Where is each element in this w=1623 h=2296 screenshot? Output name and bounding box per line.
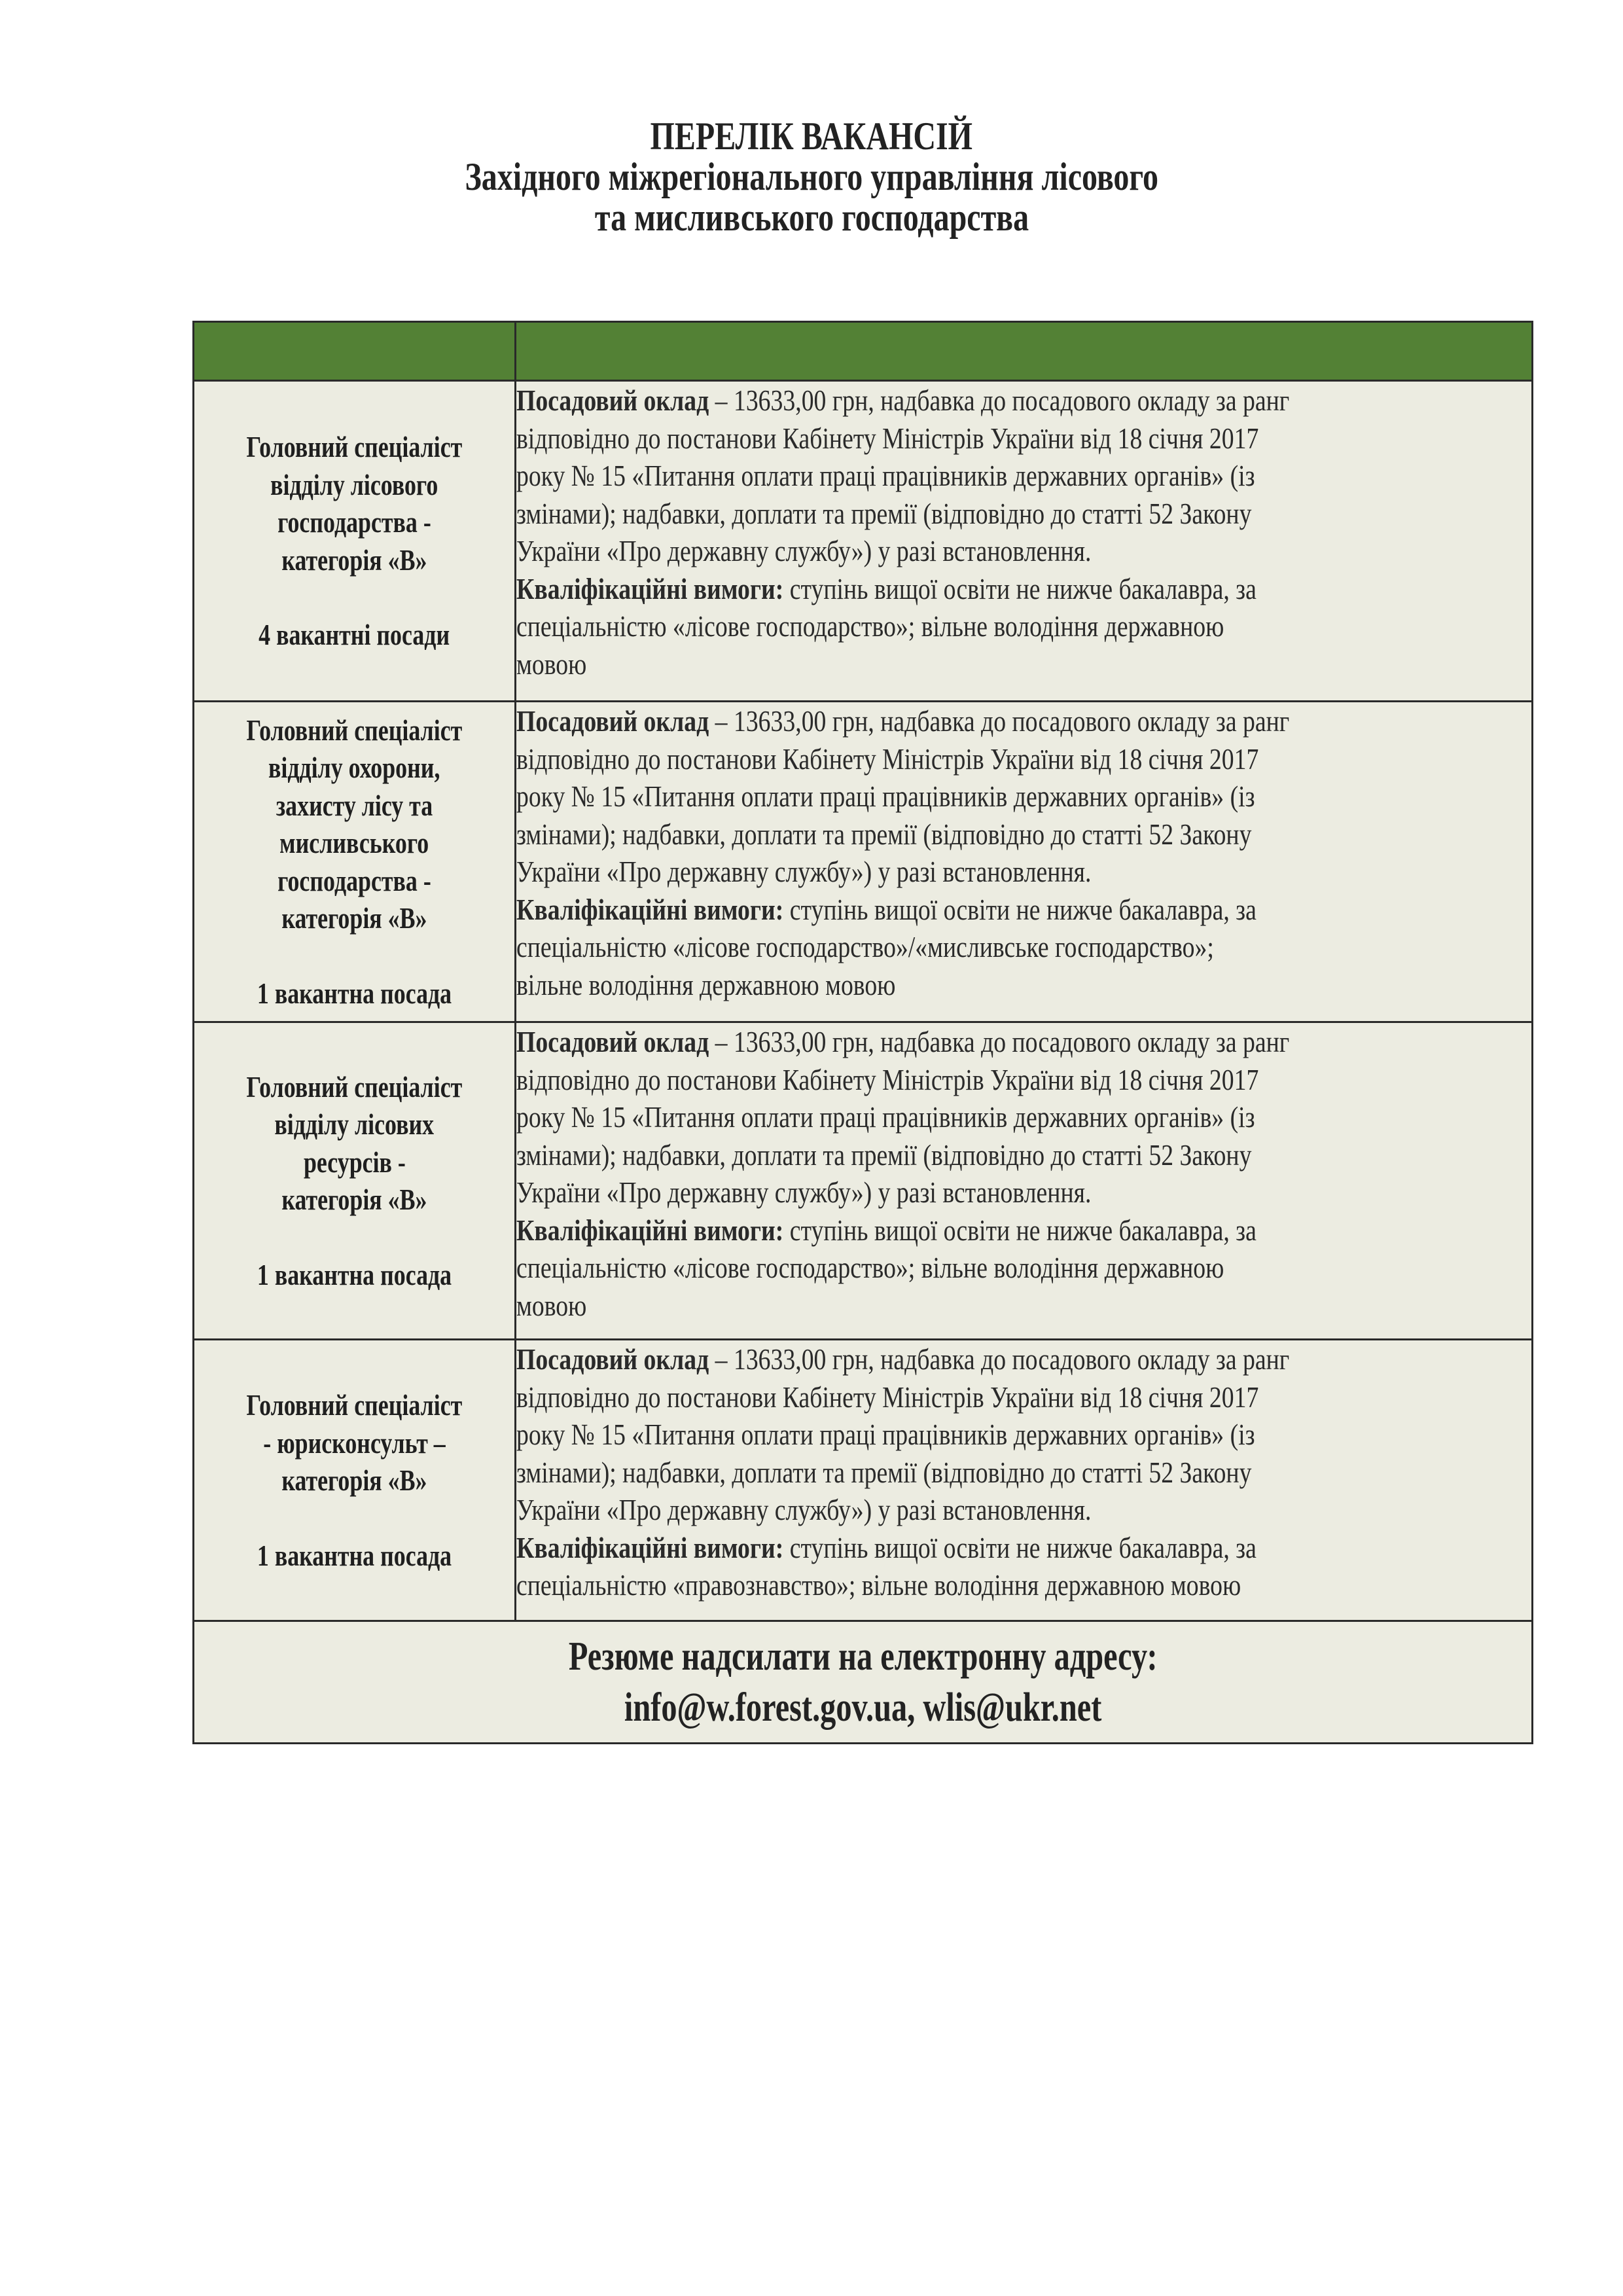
position-title-line — [247, 466, 461, 504]
position-cell — [194, 702, 516, 1022]
qualification-text: ступінь вищої освіти не нижче бакалавра, за — [783, 1530, 1257, 1564]
salary-text: – 13633,00 грн, надбавка до посадового окладу за ранг — [709, 384, 1290, 417]
document-title — [0, 117, 1623, 157]
qualification-text: ступінь вищої освіти не нижче бакалавра, за — [783, 1213, 1257, 1247]
table-footer-row — [194, 1621, 1533, 1744]
vacancy-count-text: 1 вакантна посада — [257, 1538, 452, 1572]
position-title-line — [216, 1386, 493, 1424]
salary-label: Посадовий оклад — [516, 384, 709, 417]
qualification-detail-text: спеціальністю «лісове господарство»; вільне володіння державною — [516, 1251, 1224, 1284]
position-title-text: Головний спеціаліст — [246, 1069, 463, 1103]
table-row — [194, 381, 1533, 702]
header-cell-position — [194, 322, 516, 381]
table-header-row — [194, 322, 1533, 381]
conditions-cell — [516, 381, 1533, 702]
position-title-text: господарства - — [277, 505, 431, 539]
contact-cell — [194, 1621, 1533, 1744]
vacancy-count-text: 4 вакантні посади — [259, 618, 450, 652]
qualification-label: Кваліфікаційні вимоги: — [516, 1213, 784, 1247]
salary-detail-text: України «Про державну службу») у разі встановлення. — [516, 1175, 1092, 1209]
conditions-line — [516, 1340, 1531, 1378]
table-row — [194, 1340, 1533, 1621]
document-subtitle-line1 — [0, 157, 1623, 198]
position-title-line — [216, 711, 493, 749]
position-title-text: відділу лісового — [270, 467, 438, 501]
conditions-line — [516, 1416, 1531, 1454]
position-title-text: категорія «В» — [281, 1463, 427, 1497]
conditions-line — [516, 816, 1531, 853]
conditions-line — [516, 1491, 1531, 1529]
conditions-line — [516, 1174, 1531, 1211]
table-row — [194, 1022, 1533, 1340]
conditions-line — [516, 1249, 1531, 1287]
position-title-line — [261, 1462, 448, 1499]
contact-emails-text[interactable]: info@w.forest.gov.ua, wlis@ukr.net — [624, 1685, 1102, 1730]
position-title-text: категорія «В» — [281, 543, 427, 577]
qualification-detail-text: спеціальністю «лісове господарство»/«мисливське господарство»; — [516, 930, 1214, 963]
salary-label: Посадовий оклад — [516, 1025, 709, 1058]
vacancy-count — [230, 975, 479, 1013]
salary-detail-text: року № 15 «Питання оплати праці працівників державних органів» (із — [516, 1100, 1255, 1134]
salary-text: – 13633,00 грн, надбавка до посадового окладу за ранг — [709, 1025, 1290, 1058]
vacancy-count — [230, 1537, 479, 1575]
position-title-line — [256, 503, 453, 541]
position-title-line — [256, 862, 453, 900]
conditions-line — [516, 1098, 1531, 1136]
qualification-label: Кваліфікаційні вимоги: — [516, 1530, 784, 1564]
position-title-line — [216, 1068, 493, 1106]
vacancies-table — [192, 321, 1533, 1744]
position-title-text: мисливського — [279, 826, 429, 860]
conditions-line — [516, 1287, 1531, 1325]
conditions-line — [516, 1378, 1531, 1416]
salary-detail-text: відповідно до постанови Кабінету Міністрів України від 18 січня 2017 — [516, 742, 1259, 776]
qualification-detail-text: мовою — [516, 1288, 587, 1322]
conditions-line — [516, 495, 1531, 533]
position-title-text: господарства - — [277, 863, 431, 897]
conditions-line — [516, 928, 1531, 966]
qualification-detail-text: спеціальністю «правознавство»; вільне володіння державною мовою — [516, 1568, 1241, 1602]
conditions-line — [516, 1211, 1531, 1249]
conditions-line — [516, 702, 1531, 740]
position-title-line — [261, 1181, 448, 1219]
conditions-cell — [516, 702, 1533, 1022]
salary-detail-text: України «Про державну службу») у разі встановлення. — [516, 1493, 1092, 1526]
conditions-line — [516, 420, 1531, 457]
salary-detail-text: змінами); надбавки, доплати та премії (відповідно до статті 52 Закону — [516, 496, 1252, 530]
qualification-label: Кваліфікаційні вимоги: — [516, 892, 784, 926]
vacancy-count — [232, 616, 476, 654]
position-title-line — [261, 899, 448, 937]
header-cell-conditions — [516, 322, 1533, 381]
position-title-text: Головний спеціаліст — [246, 1388, 463, 1422]
position-title-line — [261, 541, 448, 579]
conditions-line — [516, 570, 1531, 608]
conditions-line — [516, 1061, 1531, 1099]
salary-detail-text: змінами); надбавки, доплати та премії (відповідно до статті 52 Закону — [516, 1455, 1252, 1489]
document-subtitle-line1-text: Західного міжрегіонального управління лісового — [465, 155, 1158, 198]
conditions-line — [516, 1454, 1531, 1492]
conditions-line — [516, 457, 1531, 495]
position-cell — [194, 1022, 516, 1340]
table-row — [194, 702, 1533, 1022]
conditions-cell — [516, 1340, 1533, 1621]
conditions-line — [516, 1023, 1531, 1061]
salary-text: – 13633,00 грн, надбавка до посадового окладу за ранг — [709, 1342, 1290, 1376]
position-title-line — [216, 428, 493, 466]
position-title-text: категорія «В» — [281, 1183, 427, 1217]
salary-detail-text: року № 15 «Питання оплати праці працівників державних органів» (із — [516, 780, 1255, 813]
position-title-line — [254, 787, 455, 825]
position-title-text: ресурсів - — [303, 1145, 406, 1179]
contact-emails[interactable] — [194, 1682, 1531, 1733]
position-title-line — [259, 824, 450, 862]
salary-detail-text: відповідно до постанови Кабінету Міністрів України від 18 січня 2017 — [516, 421, 1259, 455]
conditions-line — [516, 778, 1531, 816]
conditions-line — [516, 607, 1531, 645]
conditions-line — [516, 1136, 1531, 1174]
position-title-line — [289, 1143, 420, 1181]
salary-detail-text: України «Про державну службу») у разі встановлення. — [516, 855, 1092, 888]
contact-text: Резюме надсилати на електронну адресу: — [568, 1634, 1158, 1679]
conditions-cell — [516, 1022, 1533, 1340]
conditions-line — [516, 853, 1531, 891]
qualification-text: ступінь вищої освіти не нижче бакалавра, за — [783, 892, 1257, 926]
salary-detail-text: відповідно до постанови Кабінету Міністрів України від 18 січня 2017 — [516, 1380, 1259, 1414]
vacancy-count-text: 1 вакантна посада — [257, 976, 452, 1010]
salary-detail-text: змінами); надбавки, доплати та премії (відповідно до статті 52 Закону — [516, 1138, 1252, 1172]
conditions-line — [516, 382, 1531, 420]
salary-label: Посадовий оклад — [516, 704, 709, 738]
vacancy-count-text: 1 вакантна посада — [257, 1257, 452, 1291]
document-subtitle-line2 — [0, 198, 1623, 238]
position-title-line — [244, 749, 464, 787]
position-cell — [194, 381, 516, 702]
conditions-line — [516, 966, 1531, 1004]
position-title-text: відділу лісових — [274, 1107, 435, 1141]
position-title-text: Головний спеціаліст — [246, 430, 463, 464]
position-title-text: категорія «В» — [281, 901, 427, 935]
position-title-line — [238, 1424, 471, 1462]
position-title-line — [252, 1105, 456, 1143]
document-subtitle-line2-text: та мисливського господарства — [594, 196, 1029, 239]
salary-label: Посадовий оклад — [516, 1342, 709, 1376]
position-title-text: захисту лісу та — [276, 788, 433, 822]
qualification-text: ступінь вищої освіти не нижче бакалавра, за — [783, 571, 1257, 605]
qualification-detail-text: вільне володіння державною мовою — [516, 967, 896, 1001]
document-title-block — [0, 117, 1623, 238]
qualification-detail-text: мовою — [516, 647, 587, 681]
salary-detail-text: змінами); надбавки, доплати та премії (відповідно до статті 52 Закону — [516, 817, 1252, 851]
position-title-text: Головний спеціаліст — [246, 713, 463, 747]
salary-text: – 13633,00 грн, надбавка до посадового окладу за ранг — [709, 704, 1290, 738]
qualification-label: Кваліфікаційні вимоги: — [516, 571, 784, 605]
contact-line1 — [194, 1631, 1531, 1682]
conditions-line — [516, 891, 1531, 929]
salary-detail-text: України «Про державну службу») у разі встановлення. — [516, 534, 1092, 567]
conditions-line — [516, 645, 1531, 683]
document-title-text: ПЕРЕЛІК ВАКАНСІЙ — [650, 115, 973, 158]
conditions-line — [516, 532, 1531, 570]
salary-detail-text: року № 15 «Питання оплати праці працівників державних органів» (із — [516, 459, 1255, 492]
salary-detail-text: року № 15 «Питання оплати праці працівників державних органів» (із — [516, 1418, 1255, 1451]
position-title-text: відділу охорони, — [268, 751, 440, 785]
qualification-detail-text: спеціальністю «лісове господарство»; вільне володіння державною — [516, 609, 1224, 643]
conditions-line — [516, 1566, 1531, 1604]
vacancy-count — [230, 1256, 479, 1294]
conditions-line — [516, 1529, 1531, 1567]
position-cell — [194, 1340, 516, 1621]
conditions-line — [516, 740, 1531, 778]
salary-detail-text: відповідно до постанови Кабінету Міністрів України від 18 січня 2017 — [516, 1062, 1259, 1096]
position-title-text: - юрисконсульт – — [263, 1426, 446, 1460]
